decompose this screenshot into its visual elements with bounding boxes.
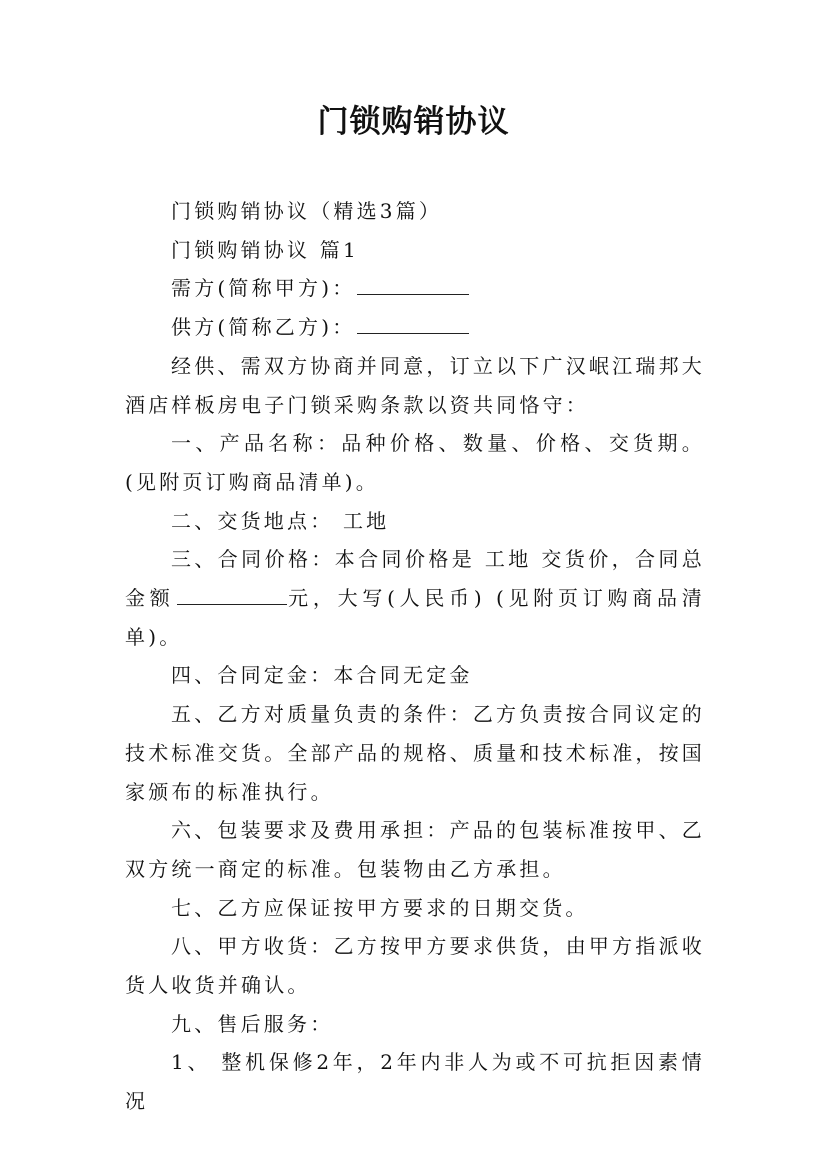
clause-9-after-sales: 九、售后服务： (171, 1011, 334, 1036)
clause-5-quality: 五、乙方对质量负责的条件：乙方负责按合同议定的技术标准交货。全部产品的规格、质量和技术标准，按国家颁布的标准执行。 (125, 702, 705, 804)
clause-7-delivery-date: 七、乙方应保证按甲方要求的日期交货。 (171, 895, 589, 920)
paragraph-section-heading: 门锁购销协议 篇1 (171, 237, 359, 262)
clause-2-delivery-location: 二、交货地点： 工地 (171, 508, 390, 533)
buyer-label: 需方(简称甲方)： (171, 276, 356, 301)
paragraph-subtitle: 门锁购销协议（精选3篇） (171, 199, 443, 223)
clause-1-product: 一、产品名称：品种价格、数量、价格、交货期。(见附页订购商品清单)。 (125, 431, 705, 494)
clause-9-item-1: 1、 整机保修2年，2年内非人为或不可抗拒因素情况 (125, 1050, 705, 1114)
seller-blank-line (357, 311, 469, 334)
document-title: 门锁购销协议 (317, 104, 510, 140)
paragraph-buyer (125, 269, 705, 308)
clause-8-receipt: 八、甲方收货：乙方按甲方要求供货，由甲方指派收货人收货并确认。 (125, 934, 705, 998)
clause-6-packaging: 六、包装要求及费用承担：产品的包装标准按甲、乙双方统一商定的标准。包装物由乙方承担。 (125, 818, 705, 881)
price-text-start: 三、合同价格：本合同价格是 工地 交货价，合同总金额 (125, 547, 705, 611)
clause-4-deposit: 四、合同定金：本合同无定金 (171, 663, 473, 688)
paragraph-preamble: 经供、需双方协商并同意，订立以下广汉岷江瑞邦大酒店样板房电子门锁采购条款以资共同恪守： (125, 353, 705, 417)
document-body (125, 192, 705, 1121)
paragraph-seller (125, 308, 705, 347)
seller-label: 供方(简称乙方)： (171, 315, 356, 340)
amount-blank-line (177, 582, 287, 605)
buyer-blank-line (357, 272, 469, 295)
price-text-end: 元，大写(人民币) (见附页订购商品清单)。 (125, 586, 705, 649)
clause-3-contract-price (125, 540, 705, 656)
